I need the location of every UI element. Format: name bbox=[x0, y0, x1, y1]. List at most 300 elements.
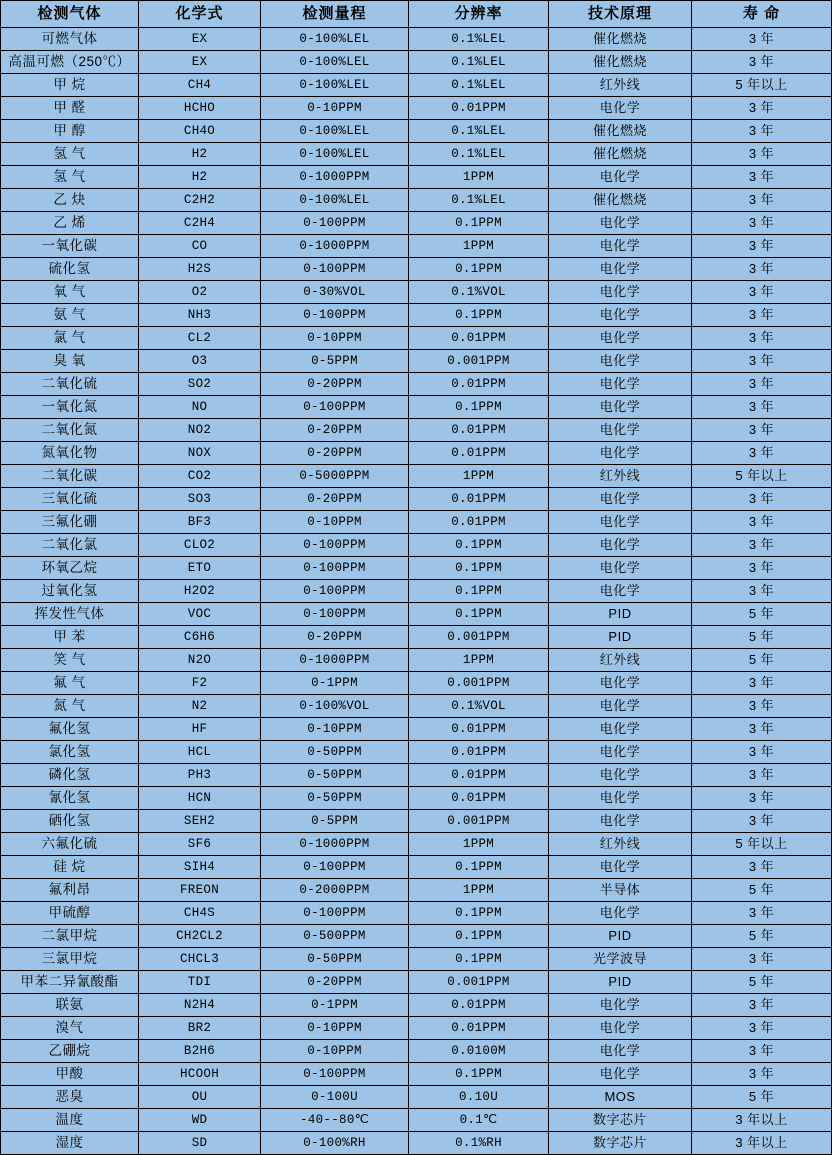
cell-resolution: 0.1PPM bbox=[409, 856, 549, 879]
cell-lifespan: 3 年 bbox=[692, 580, 832, 603]
cell-resolution: 0.1PPM bbox=[409, 557, 549, 580]
cell-resolution: 0.1%LEL bbox=[409, 51, 549, 74]
cell-gas: 氰化氢 bbox=[1, 787, 139, 810]
cell-resolution: 0.10U bbox=[409, 1086, 549, 1109]
cell-formula: HCOOH bbox=[139, 1063, 261, 1086]
cell-gas: 恶臭 bbox=[1, 1086, 139, 1109]
table-row bbox=[1, 166, 832, 189]
cell-resolution: 0.1PPM bbox=[409, 1063, 549, 1086]
cell-resolution: 1PPM bbox=[409, 166, 549, 189]
cell-formula: SIH4 bbox=[139, 856, 261, 879]
cell-principle: 催化燃烧 bbox=[549, 189, 692, 212]
cell-gas: 笑 气 bbox=[1, 649, 139, 672]
cell-formula: HCHO bbox=[139, 97, 261, 120]
cell-resolution: 1PPM bbox=[409, 879, 549, 902]
cell-principle: 电化学 bbox=[549, 1040, 692, 1063]
cell-resolution: 0.01PPM bbox=[409, 741, 549, 764]
cell-principle: 电化学 bbox=[549, 534, 692, 557]
cell-range: 0-100PPM bbox=[261, 258, 409, 281]
cell-principle: 光学波导 bbox=[549, 948, 692, 971]
table-row bbox=[1, 925, 832, 948]
cell-resolution: 0.001PPM bbox=[409, 626, 549, 649]
table-row bbox=[1, 902, 832, 925]
cell-gas: 乙硼烷 bbox=[1, 1040, 139, 1063]
cell-gas: 三氧化硫 bbox=[1, 488, 139, 511]
cell-resolution: 0.1PPM bbox=[409, 902, 549, 925]
cell-formula: H2S bbox=[139, 258, 261, 281]
cell-principle: PID bbox=[549, 603, 692, 626]
table-header bbox=[1, 1, 832, 28]
cell-resolution: 0.001PPM bbox=[409, 672, 549, 695]
cell-lifespan: 3 年以上 bbox=[692, 1132, 832, 1155]
cell-lifespan: 3 年 bbox=[692, 396, 832, 419]
cell-principle: 红外线 bbox=[549, 465, 692, 488]
cell-range: 0-100PPM bbox=[261, 603, 409, 626]
table-row bbox=[1, 787, 832, 810]
cell-resolution: 0.1℃ bbox=[409, 1109, 549, 1132]
cell-formula: N2O bbox=[139, 649, 261, 672]
cell-formula: O3 bbox=[139, 350, 261, 373]
cell-gas: 温度 bbox=[1, 1109, 139, 1132]
cell-resolution: 0.01PPM bbox=[409, 419, 549, 442]
cell-resolution: 0.01PPM bbox=[409, 511, 549, 534]
cell-gas: 挥发性气体 bbox=[1, 603, 139, 626]
cell-principle: 电化学 bbox=[549, 672, 692, 695]
cell-range: 0-100%LEL bbox=[261, 28, 409, 51]
cell-principle: 电化学 bbox=[549, 695, 692, 718]
cell-principle: 电化学 bbox=[549, 1063, 692, 1086]
cell-range: 0-10PPM bbox=[261, 1017, 409, 1040]
table-row bbox=[1, 51, 832, 74]
column-header-resolution: 分辨率 bbox=[409, 1, 549, 28]
cell-formula: CO2 bbox=[139, 465, 261, 488]
cell-formula: CO bbox=[139, 235, 261, 258]
cell-range: 0-100PPM bbox=[261, 856, 409, 879]
cell-formula: NOX bbox=[139, 442, 261, 465]
table-row bbox=[1, 28, 832, 51]
cell-range: 0-20PPM bbox=[261, 971, 409, 994]
table-row bbox=[1, 419, 832, 442]
cell-formula: CH4S bbox=[139, 902, 261, 925]
cell-principle: 电化学 bbox=[549, 488, 692, 511]
cell-range: 0-50PPM bbox=[261, 741, 409, 764]
table-row bbox=[1, 1040, 832, 1063]
cell-range: 0-100%LEL bbox=[261, 120, 409, 143]
cell-principle: 电化学 bbox=[549, 741, 692, 764]
cell-lifespan: 3 年 bbox=[692, 718, 832, 741]
cell-gas: 三氯甲烷 bbox=[1, 948, 139, 971]
cell-lifespan: 5 年 bbox=[692, 603, 832, 626]
cell-resolution: 0.1PPM bbox=[409, 580, 549, 603]
cell-formula: CLO2 bbox=[139, 534, 261, 557]
table-row bbox=[1, 948, 832, 971]
cell-lifespan: 3 年 bbox=[692, 764, 832, 787]
cell-range: 0-5000PPM bbox=[261, 465, 409, 488]
cell-formula: H2 bbox=[139, 143, 261, 166]
cell-principle: 电化学 bbox=[549, 787, 692, 810]
table-row bbox=[1, 833, 832, 856]
cell-formula: H2 bbox=[139, 166, 261, 189]
cell-gas: 氯化氢 bbox=[1, 741, 139, 764]
cell-principle: 电化学 bbox=[549, 212, 692, 235]
table-row bbox=[1, 764, 832, 787]
cell-gas: 环氧乙烷 bbox=[1, 557, 139, 580]
cell-principle: 电化学 bbox=[549, 350, 692, 373]
cell-gas: 甲 醛 bbox=[1, 97, 139, 120]
cell-resolution: 0.01PPM bbox=[409, 488, 549, 511]
cell-formula: SF6 bbox=[139, 833, 261, 856]
cell-gas: 湿度 bbox=[1, 1132, 139, 1155]
cell-resolution: 0.1%VOL bbox=[409, 695, 549, 718]
cell-formula: TDI bbox=[139, 971, 261, 994]
table-row bbox=[1, 534, 832, 557]
cell-formula: ETO bbox=[139, 557, 261, 580]
cell-range: 0-100%VOL bbox=[261, 695, 409, 718]
cell-range: 0-100%LEL bbox=[261, 74, 409, 97]
table-row bbox=[1, 465, 832, 488]
cell-gas: 可燃气体 bbox=[1, 28, 139, 51]
cell-lifespan: 3 年 bbox=[692, 534, 832, 557]
cell-principle: 电化学 bbox=[549, 511, 692, 534]
cell-principle: 电化学 bbox=[549, 235, 692, 258]
table-row bbox=[1, 557, 832, 580]
cell-gas: 一氧化氮 bbox=[1, 396, 139, 419]
cell-formula: HCL bbox=[139, 741, 261, 764]
cell-resolution: 0.1PPM bbox=[409, 258, 549, 281]
cell-range: 0-1000PPM bbox=[261, 166, 409, 189]
table-row bbox=[1, 1109, 832, 1132]
cell-resolution: 0.01PPM bbox=[409, 327, 549, 350]
cell-principle: PID bbox=[549, 925, 692, 948]
cell-range: 0-20PPM bbox=[261, 488, 409, 511]
cell-principle: 催化燃烧 bbox=[549, 120, 692, 143]
cell-gas: 磷化氢 bbox=[1, 764, 139, 787]
cell-gas: 甲硫醇 bbox=[1, 902, 139, 925]
cell-gas: 甲 醇 bbox=[1, 120, 139, 143]
table-row bbox=[1, 672, 832, 695]
cell-formula: H2O2 bbox=[139, 580, 261, 603]
cell-range: 0-50PPM bbox=[261, 764, 409, 787]
cell-gas: 二氧化氮 bbox=[1, 419, 139, 442]
cell-lifespan: 3 年 bbox=[692, 143, 832, 166]
cell-gas: 氧 气 bbox=[1, 281, 139, 304]
cell-range: 0-100%LEL bbox=[261, 51, 409, 74]
cell-principle: 电化学 bbox=[549, 810, 692, 833]
cell-principle: PID bbox=[549, 626, 692, 649]
table-row bbox=[1, 304, 832, 327]
cell-gas: 六氟化硫 bbox=[1, 833, 139, 856]
cell-resolution: 0.01PPM bbox=[409, 764, 549, 787]
cell-gas: 乙 炔 bbox=[1, 189, 139, 212]
cell-formula: HCN bbox=[139, 787, 261, 810]
table-row bbox=[1, 97, 832, 120]
cell-gas: 一氧化碳 bbox=[1, 235, 139, 258]
cell-formula: CH2CL2 bbox=[139, 925, 261, 948]
cell-lifespan: 3 年 bbox=[692, 212, 832, 235]
cell-range: 0-20PPM bbox=[261, 442, 409, 465]
cell-principle: 数字芯片 bbox=[549, 1132, 692, 1155]
table-row bbox=[1, 442, 832, 465]
table-row bbox=[1, 373, 832, 396]
cell-principle: 催化燃烧 bbox=[549, 28, 692, 51]
cell-lifespan: 5 年以上 bbox=[692, 74, 832, 97]
cell-range: 0-100PPM bbox=[261, 304, 409, 327]
cell-range: 0-20PPM bbox=[261, 419, 409, 442]
column-header-principle: 技术原理 bbox=[549, 1, 692, 28]
cell-range: 0-1000PPM bbox=[261, 649, 409, 672]
cell-resolution: 0.01PPM bbox=[409, 442, 549, 465]
cell-gas: 硫化氢 bbox=[1, 258, 139, 281]
cell-resolution: 0.01PPM bbox=[409, 373, 549, 396]
cell-range: 0-100PPM bbox=[261, 534, 409, 557]
cell-formula: C2H4 bbox=[139, 212, 261, 235]
cell-principle: 电化学 bbox=[549, 419, 692, 442]
table-row bbox=[1, 971, 832, 994]
cell-resolution: 0.01PPM bbox=[409, 787, 549, 810]
cell-principle: 电化学 bbox=[549, 764, 692, 787]
table-row bbox=[1, 1086, 832, 1109]
cell-principle: 电化学 bbox=[549, 281, 692, 304]
cell-lifespan: 3 年 bbox=[692, 419, 832, 442]
cell-lifespan: 3 年 bbox=[692, 810, 832, 833]
cell-lifespan: 3 年 bbox=[692, 741, 832, 764]
column-header-gas: 检测气体 bbox=[1, 1, 139, 28]
cell-formula: SEH2 bbox=[139, 810, 261, 833]
cell-gas: 高温可燃（250℃） bbox=[1, 51, 139, 74]
cell-lifespan: 3 年 bbox=[692, 327, 832, 350]
cell-lifespan: 3 年 bbox=[692, 1063, 832, 1086]
table-row bbox=[1, 327, 832, 350]
cell-principle: 数字芯片 bbox=[549, 1109, 692, 1132]
cell-gas: 甲 烷 bbox=[1, 74, 139, 97]
cell-resolution: 1PPM bbox=[409, 833, 549, 856]
table-row bbox=[1, 856, 832, 879]
cell-formula: N2H4 bbox=[139, 994, 261, 1017]
cell-range: 0-100PPM bbox=[261, 396, 409, 419]
cell-resolution: 0.1%LEL bbox=[409, 189, 549, 212]
cell-lifespan: 3 年 bbox=[692, 787, 832, 810]
cell-range: 0-20PPM bbox=[261, 626, 409, 649]
cell-range: 0-50PPM bbox=[261, 948, 409, 971]
cell-principle: MOS bbox=[549, 1086, 692, 1109]
cell-resolution: 1PPM bbox=[409, 649, 549, 672]
cell-principle: 电化学 bbox=[549, 442, 692, 465]
cell-gas: 氯 气 bbox=[1, 327, 139, 350]
cell-principle: 半导体 bbox=[549, 879, 692, 902]
cell-lifespan: 3 年 bbox=[692, 672, 832, 695]
cell-principle: 电化学 bbox=[549, 580, 692, 603]
cell-lifespan: 3 年 bbox=[692, 373, 832, 396]
cell-principle: 电化学 bbox=[549, 166, 692, 189]
cell-lifespan: 3 年 bbox=[692, 1040, 832, 1063]
cell-formula: BF3 bbox=[139, 511, 261, 534]
column-header-lifespan: 寿 命 bbox=[692, 1, 832, 28]
cell-lifespan: 3 年 bbox=[692, 442, 832, 465]
table-row bbox=[1, 281, 832, 304]
table-row bbox=[1, 994, 832, 1017]
cell-lifespan: 5 年 bbox=[692, 649, 832, 672]
cell-gas: 硅 烷 bbox=[1, 856, 139, 879]
cell-principle: 电化学 bbox=[549, 994, 692, 1017]
table-row bbox=[1, 258, 832, 281]
table-row bbox=[1, 603, 832, 626]
cell-gas: 二氯甲烷 bbox=[1, 925, 139, 948]
cell-formula: WD bbox=[139, 1109, 261, 1132]
cell-gas: 氮氧化物 bbox=[1, 442, 139, 465]
cell-formula: C2H2 bbox=[139, 189, 261, 212]
table-row bbox=[1, 649, 832, 672]
cell-gas: 溴气 bbox=[1, 1017, 139, 1040]
cell-range: 0-100U bbox=[261, 1086, 409, 1109]
cell-principle: 催化燃烧 bbox=[549, 143, 692, 166]
cell-lifespan: 5 年 bbox=[692, 879, 832, 902]
cell-resolution: 0.1PPM bbox=[409, 603, 549, 626]
column-header-range: 检测量程 bbox=[261, 1, 409, 28]
cell-lifespan: 3 年 bbox=[692, 902, 832, 925]
cell-principle: 电化学 bbox=[549, 718, 692, 741]
cell-resolution: 0.1PPM bbox=[409, 948, 549, 971]
table-row bbox=[1, 488, 832, 511]
cell-range: 0-10PPM bbox=[261, 97, 409, 120]
cell-resolution: 0.01PPM bbox=[409, 718, 549, 741]
cell-formula: OU bbox=[139, 1086, 261, 1109]
table-row bbox=[1, 741, 832, 764]
cell-lifespan: 3 年 bbox=[692, 97, 832, 120]
cell-principle: 电化学 bbox=[549, 327, 692, 350]
cell-formula: CH4 bbox=[139, 74, 261, 97]
cell-gas: 联氨 bbox=[1, 994, 139, 1017]
cell-range: 0-100PPM bbox=[261, 902, 409, 925]
cell-lifespan: 3 年 bbox=[692, 166, 832, 189]
cell-range: 0-2000PPM bbox=[261, 879, 409, 902]
table-row bbox=[1, 695, 832, 718]
cell-formula: C6H6 bbox=[139, 626, 261, 649]
cell-gas: 甲苯二异氰酸酯 bbox=[1, 971, 139, 994]
cell-resolution: 0.01PPM bbox=[409, 994, 549, 1017]
cell-resolution: 0.1%LEL bbox=[409, 143, 549, 166]
cell-lifespan: 3 年 bbox=[692, 856, 832, 879]
cell-principle: 电化学 bbox=[549, 304, 692, 327]
cell-principle: 红外线 bbox=[549, 833, 692, 856]
cell-formula: B2H6 bbox=[139, 1040, 261, 1063]
cell-range: 0-5PPM bbox=[261, 810, 409, 833]
table-row bbox=[1, 143, 832, 166]
cell-resolution: 0.001PPM bbox=[409, 810, 549, 833]
table-row bbox=[1, 810, 832, 833]
table-body bbox=[1, 28, 832, 1155]
table-row bbox=[1, 212, 832, 235]
cell-range: 0-10PPM bbox=[261, 327, 409, 350]
table-row bbox=[1, 580, 832, 603]
cell-gas: 臭 氧 bbox=[1, 350, 139, 373]
cell-lifespan: 3 年 bbox=[692, 511, 832, 534]
cell-gas: 氟利昂 bbox=[1, 879, 139, 902]
cell-lifespan: 5 年 bbox=[692, 925, 832, 948]
cell-lifespan: 3 年 bbox=[692, 189, 832, 212]
cell-resolution: 0.1PPM bbox=[409, 396, 549, 419]
cell-range: 0-30%VOL bbox=[261, 281, 409, 304]
cell-resolution: 0.1PPM bbox=[409, 534, 549, 557]
cell-formula: EX bbox=[139, 28, 261, 51]
cell-principle: 电化学 bbox=[549, 1017, 692, 1040]
column-header-formula: 化学式 bbox=[139, 1, 261, 28]
cell-formula: SO2 bbox=[139, 373, 261, 396]
cell-range: 0-500PPM bbox=[261, 925, 409, 948]
cell-resolution: 0.001PPM bbox=[409, 350, 549, 373]
cell-gas: 乙 烯 bbox=[1, 212, 139, 235]
cell-principle: 红外线 bbox=[549, 74, 692, 97]
cell-formula: BR2 bbox=[139, 1017, 261, 1040]
cell-gas: 氟化氢 bbox=[1, 718, 139, 741]
cell-formula: NH3 bbox=[139, 304, 261, 327]
cell-principle: PID bbox=[549, 971, 692, 994]
cell-resolution: 1PPM bbox=[409, 465, 549, 488]
cell-formula: FREON bbox=[139, 879, 261, 902]
table-row bbox=[1, 189, 832, 212]
cell-range: 0-1000PPM bbox=[261, 833, 409, 856]
cell-range: 0-10PPM bbox=[261, 511, 409, 534]
table-row bbox=[1, 1017, 832, 1040]
cell-range: 0-1000PPM bbox=[261, 235, 409, 258]
cell-principle: 电化学 bbox=[549, 258, 692, 281]
cell-lifespan: 3 年 bbox=[692, 120, 832, 143]
cell-gas: 氟 气 bbox=[1, 672, 139, 695]
cell-range: -40--80℃ bbox=[261, 1109, 409, 1132]
cell-resolution: 0.1PPM bbox=[409, 925, 549, 948]
cell-gas: 氢 气 bbox=[1, 143, 139, 166]
table-row bbox=[1, 396, 832, 419]
cell-resolution: 0.1PPM bbox=[409, 304, 549, 327]
cell-formula: F2 bbox=[139, 672, 261, 695]
cell-lifespan: 3 年 bbox=[692, 304, 832, 327]
table-row bbox=[1, 120, 832, 143]
cell-formula: SD bbox=[139, 1132, 261, 1155]
cell-range: 0-100%RH bbox=[261, 1132, 409, 1155]
cell-lifespan: 3 年 bbox=[692, 695, 832, 718]
cell-gas: 过氧化氢 bbox=[1, 580, 139, 603]
table-row bbox=[1, 879, 832, 902]
cell-lifespan: 5 年以上 bbox=[692, 833, 832, 856]
table-row bbox=[1, 74, 832, 97]
table-row bbox=[1, 626, 832, 649]
cell-lifespan: 3 年 bbox=[692, 488, 832, 511]
cell-lifespan: 3 年 bbox=[692, 994, 832, 1017]
cell-gas: 二氧化硫 bbox=[1, 373, 139, 396]
cell-formula: CHCL3 bbox=[139, 948, 261, 971]
cell-formula: VOC bbox=[139, 603, 261, 626]
table-header-row bbox=[1, 1, 832, 28]
cell-range: 0-10PPM bbox=[261, 1040, 409, 1063]
cell-lifespan: 3 年 bbox=[692, 281, 832, 304]
cell-lifespan: 5 年 bbox=[692, 626, 832, 649]
cell-range: 0-20PPM bbox=[261, 373, 409, 396]
cell-range: 0-100PPM bbox=[261, 1063, 409, 1086]
cell-resolution: 0.0100M bbox=[409, 1040, 549, 1063]
cell-gas: 甲酸 bbox=[1, 1063, 139, 1086]
cell-formula: EX bbox=[139, 51, 261, 74]
cell-resolution: 0.001PPM bbox=[409, 971, 549, 994]
cell-formula: CH4O bbox=[139, 120, 261, 143]
cell-lifespan: 3 年 bbox=[692, 258, 832, 281]
cell-lifespan: 3 年以上 bbox=[692, 1109, 832, 1132]
cell-range: 0-10PPM bbox=[261, 718, 409, 741]
cell-formula: NO2 bbox=[139, 419, 261, 442]
cell-lifespan: 5 年 bbox=[692, 1086, 832, 1109]
cell-resolution: 0.1%VOL bbox=[409, 281, 549, 304]
table-row bbox=[1, 1132, 832, 1155]
cell-gas: 三氟化硼 bbox=[1, 511, 139, 534]
cell-lifespan: 3 年 bbox=[692, 350, 832, 373]
